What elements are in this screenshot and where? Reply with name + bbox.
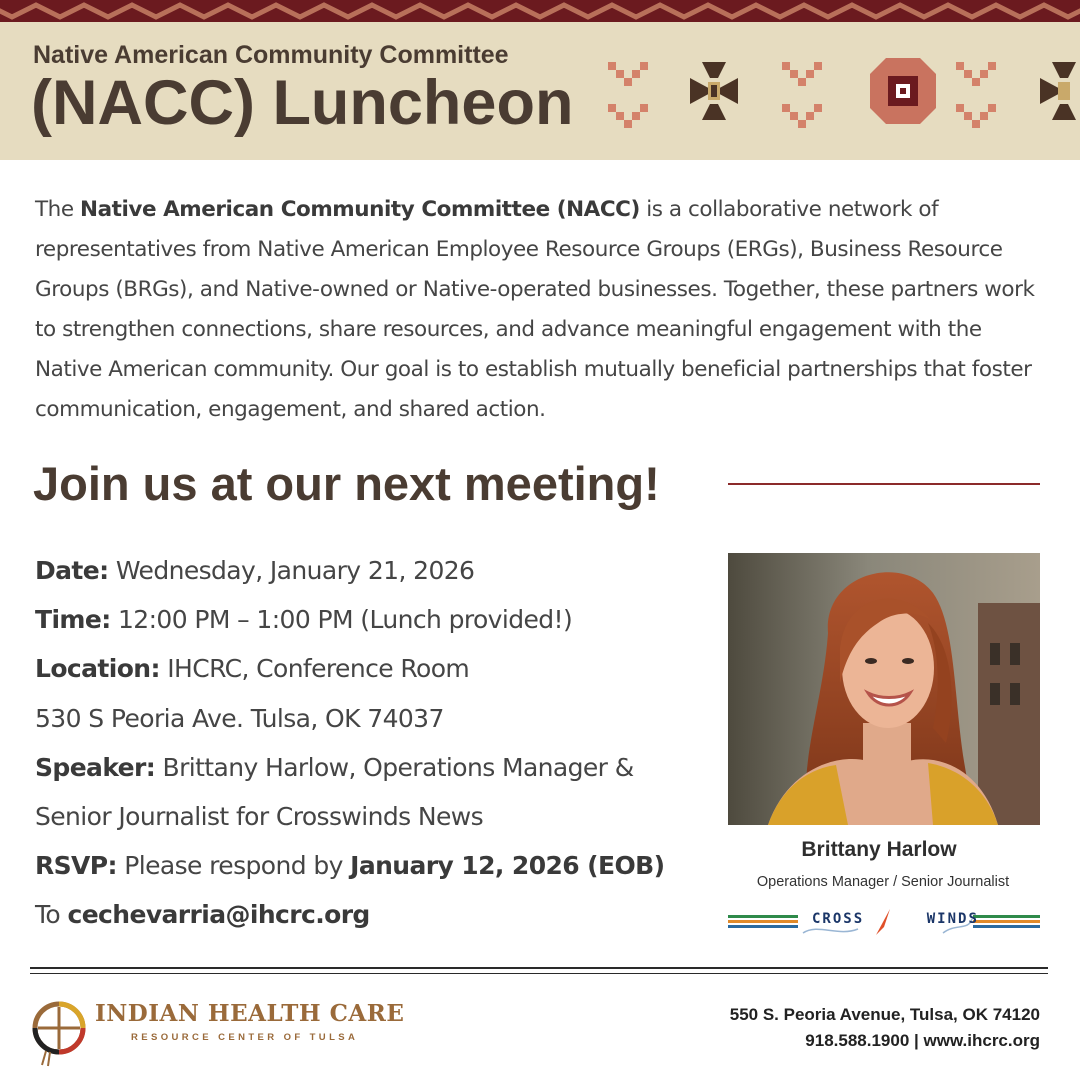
chevron-pattern-2 <box>782 62 822 128</box>
rsvp-email-row: To cechevarria@ihcrc.org <box>35 900 370 930</box>
rsvp-email-link[interactable]: cechevarria@ihcrc.org <box>67 900 370 930</box>
speaker-photo <box>728 553 1040 825</box>
hourglass-motif-2 <box>1040 62 1076 120</box>
org-name: INDIAN HEALTH CARE <box>95 1000 405 1027</box>
hourglass-motif-1 <box>690 62 738 120</box>
top-decorative-band <box>0 0 1080 22</box>
footer-contact <box>730 1002 1040 1054</box>
org-subtitle: RESOURCE CENTER OF TULSA <box>131 1032 359 1043</box>
speaker-role: Operations Manager / Senior Journalist <box>756 874 1010 890</box>
chevron-pattern-1 <box>608 62 648 128</box>
medicine-wheel-logo-icon <box>28 995 90 1067</box>
footer-phone-website[interactable]: 918.588.1900 | www.ihcrc.org <box>805 1031 1040 1050</box>
chevron-pattern-3 <box>956 62 996 128</box>
date-row: Date: Wednesday, January 21, 2026 <box>35 556 475 585</box>
footer-address: 550 S. Peoria Avenue, Tulsa, OK 74120 <box>729 1005 1040 1024</box>
speaker-name: Brittany Harlow <box>801 838 957 861</box>
crosswinds-wordmark: CROSS WINDS <box>812 911 979 927</box>
location-row: Location: IHCRC, Conference Room <box>35 654 470 684</box>
speaker-row-continued: Senior Journalist for Crosswinds News <box>35 801 484 831</box>
footer-divider-bottom <box>30 973 1048 974</box>
header-banner <box>0 22 1080 160</box>
footer-divider-top <box>30 967 1048 969</box>
rsvp-row: RSVP: Please respond by January 12, 2026 (EOB) <box>35 851 665 881</box>
native-pattern-decoration <box>590 32 1080 150</box>
time-row: Time: 12:00 PM – 1:00 PM (Lunch provided!) <box>35 605 573 635</box>
diamond-motif <box>870 58 936 124</box>
page-title: (NACC) Luncheon <box>31 68 574 138</box>
heading-divider <box>728 483 1040 485</box>
join-heading: Join us at our next meeting! <box>33 457 660 510</box>
meeting-details <box>35 546 715 940</box>
org-name-bold: Native American Community Committee (NACC) <box>80 197 640 222</box>
intro-paragraph: The Native American Community Committee (NACC) is a collaborative network of representatives from Native American Employee Resource Groups (ERGs), Business Resource Groups (BRGs), and Native-owned or Native-operated businesses. Together, these partners work to strengthen connections, share resources, and advance meaningful engagement with the Native American community. Our goal is to establish mutually beneficial partnerships that foster communication, engagement, and shared action. <box>35 197 1035 422</box>
location-address: 530 S Peoria Ave. Tulsa, OK 74037 <box>35 703 444 733</box>
speaker-row: Speaker: Brittany Harlow, Operations Manager & <box>35 752 634 782</box>
header-subtitle: Native American Community Committee <box>33 41 509 69</box>
